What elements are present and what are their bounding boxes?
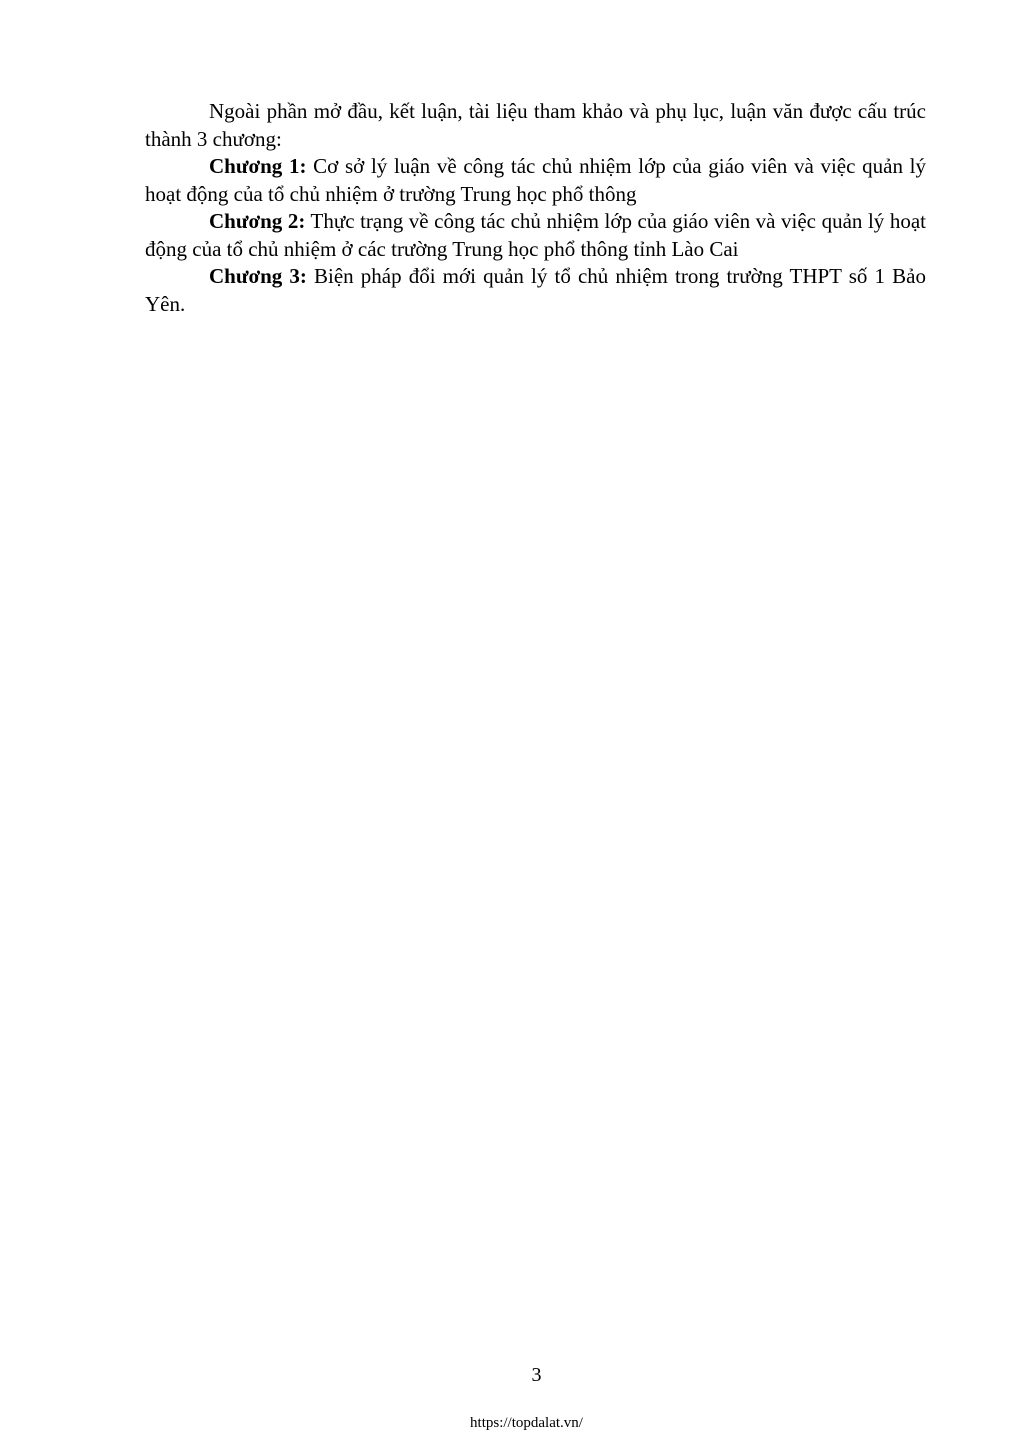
footer-url[interactable]: https://topdalat.vn/ <box>470 1415 583 1431</box>
intro-paragraph: Ngoài phần mở đầu, kết luận, tài liệu tham khảo và phụ lục, luận văn được cấu trúc thành 3 chương: <box>145 99 926 151</box>
chapter-1-label: Chương 1: <box>209 154 307 178</box>
chapter-2-text: Thực trạng về công tác chủ nhiệm lớp của giáo viên và việc quản lý hoạt động của tổ chủ nhiệm ở các trường Trung học phổ thông tỉnh Lào Cai <box>145 209 926 261</box>
chapter-3-text: Biện pháp đổi mới quản lý tổ chủ nhiệm trong trường THPT số 1 Bảo Yên. <box>145 264 926 316</box>
chapter-1-paragraph <box>145 153 926 208</box>
chapter-3-paragraph <box>145 263 926 318</box>
chapter-3-label: Chương 3: <box>209 264 307 288</box>
chapter-2-paragraph <box>145 208 926 263</box>
body-text <box>145 98 926 318</box>
page-number: 3 <box>531 1364 542 1386</box>
chapter-2-label: Chương 2: <box>209 209 306 233</box>
chapter-1-text: Cơ sở lý luận về công tác chủ nhiệm lớp của giáo viên và việc quản lý hoạt động của tổ chủ nhiệm ở trường Trung học phổ thông <box>145 154 926 206</box>
